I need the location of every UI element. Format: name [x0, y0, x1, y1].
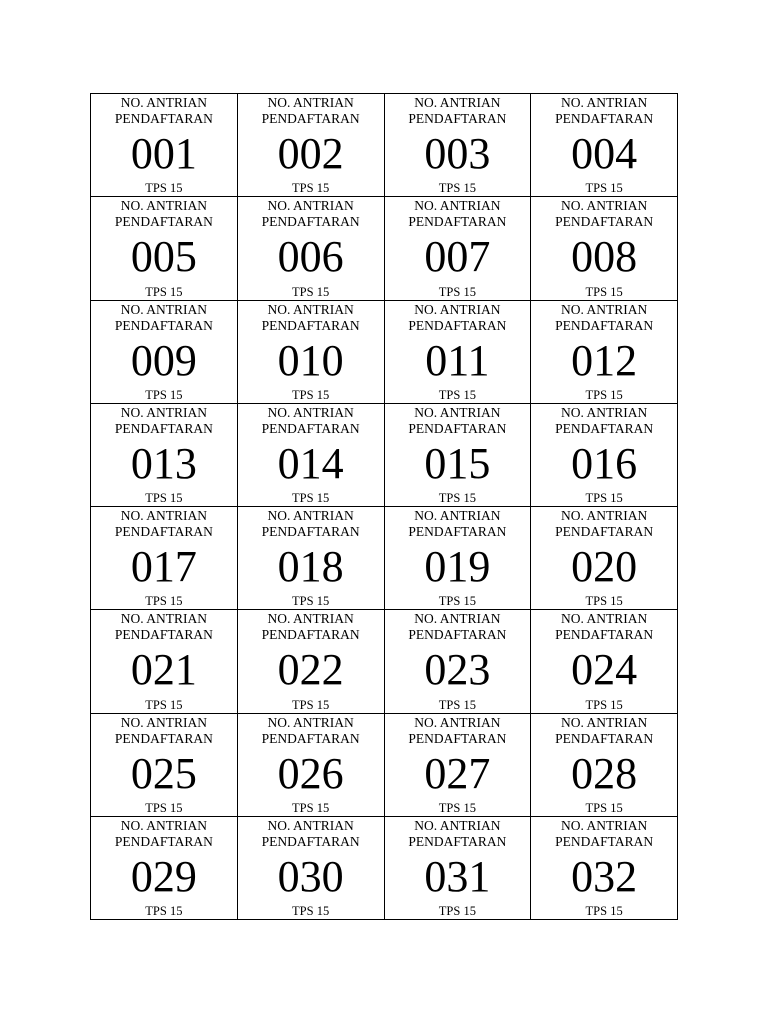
ticket-heading-line2: PENDAFTARAN: [261, 317, 360, 333]
ticket-heading-line2: PENDAFTARAN: [261, 214, 360, 230]
ticket-number: 001: [130, 129, 197, 178]
ticket-heading-line2: PENDAFTARAN: [555, 833, 654, 849]
queue-ticket: [91, 610, 238, 713]
queue-ticket: [531, 507, 678, 610]
queue-ticket: [531, 714, 678, 817]
ticket-footer: TPS 15: [438, 594, 476, 609]
ticket-heading-line1: NO. ANTRIAN: [414, 404, 501, 420]
queue-ticket: [531, 301, 678, 404]
ticket-heading-line2: PENDAFTARAN: [555, 730, 654, 746]
ticket-footer: TPS 15: [145, 284, 183, 299]
ticket-number: 018: [277, 542, 344, 591]
queue-ticket: [91, 197, 238, 300]
ticket-footer: TPS 15: [145, 387, 183, 402]
queue-ticket: [385, 301, 532, 404]
ticket-footer: TPS 15: [585, 800, 623, 815]
queue-ticket: [385, 817, 532, 920]
ticket-heading: [238, 95, 384, 127]
ticket-heading-line1: NO. ANTRIAN: [561, 508, 648, 523]
ticket-number: 024: [571, 645, 638, 695]
queue-ticket: [385, 94, 532, 197]
ticket-footer: TPS 15: [292, 800, 330, 815]
ticket-heading-line1: NO. ANTRIAN: [414, 611, 501, 627]
ticket-heading-line2: PENDAFTARAN: [114, 214, 213, 230]
ticket-grid: [90, 93, 678, 920]
ticket-heading: [385, 508, 531, 540]
ticket-heading-line1: NO. ANTRIAN: [120, 714, 207, 730]
ticket-number: 030: [277, 851, 344, 901]
ticket-heading-line1: NO. ANTRIAN: [414, 508, 501, 523]
ticket-heading: [238, 715, 384, 747]
queue-ticket: [238, 714, 385, 817]
ticket-heading: [91, 95, 237, 127]
ticket-heading: [385, 405, 531, 437]
ticket-heading: [531, 508, 677, 540]
ticket-number: 031: [424, 851, 491, 901]
ticket-footer: TPS 15: [585, 904, 623, 918]
ticket-heading-line1: NO. ANTRIAN: [561, 301, 648, 317]
ticket-number: 029: [130, 851, 197, 901]
ticket-number: 003: [424, 129, 491, 178]
ticket-heading-line1: NO. ANTRIAN: [120, 817, 207, 833]
ticket-number: 008: [571, 232, 638, 282]
ticket-heading-line2: PENDAFTARAN: [261, 833, 360, 849]
ticket-heading: [238, 508, 384, 540]
ticket-heading-line2: PENDAFTARAN: [114, 833, 213, 849]
ticket-number: 027: [424, 748, 491, 798]
ticket-number: 014: [277, 438, 344, 488]
ticket-heading-line1: NO. ANTRIAN: [267, 714, 354, 730]
ticket-heading: [238, 611, 384, 643]
ticket-heading-line2: PENDAFTARAN: [261, 730, 360, 746]
ticket-heading: [238, 302, 384, 334]
ticket-heading-line1: NO. ANTRIAN: [414, 817, 501, 833]
ticket-number: 013: [130, 438, 197, 488]
ticket-heading-line2: PENDAFTARAN: [555, 317, 654, 333]
ticket-heading: [531, 405, 677, 437]
ticket-number: 023: [424, 645, 491, 695]
queue-ticket: [91, 817, 238, 920]
ticket-heading-line1: NO. ANTRIAN: [561, 714, 648, 730]
ticket-number: 002: [277, 129, 344, 178]
ticket-number: 010: [277, 335, 344, 385]
ticket-heading-line1: NO. ANTRIAN: [267, 301, 354, 317]
ticket-number: 022: [277, 645, 344, 695]
ticket-number: 025: [130, 748, 197, 798]
ticket-footer: TPS 15: [438, 800, 476, 815]
ticket-heading: [91, 611, 237, 643]
ticket-footer: TPS 15: [585, 387, 623, 402]
ticket-heading-line2: PENDAFTARAN: [555, 627, 654, 643]
ticket-heading: [91, 715, 237, 747]
ticket-heading: [385, 95, 531, 127]
ticket-heading-line2: PENDAFTARAN: [261, 420, 360, 436]
ticket-number: 007: [424, 232, 491, 282]
ticket-heading: [531, 715, 677, 747]
queue-ticket: [91, 714, 238, 817]
ticket-heading-line1: NO. ANTRIAN: [561, 611, 648, 627]
queue-ticket: [238, 94, 385, 197]
queue-ticket: [91, 94, 238, 197]
ticket-heading-line2: PENDAFTARAN: [114, 627, 213, 643]
ticket-heading: [531, 818, 677, 850]
ticket-heading-line2: PENDAFTARAN: [261, 524, 360, 539]
ticket-heading-line2: PENDAFTARAN: [114, 317, 213, 333]
ticket-footer: TPS 15: [145, 181, 183, 196]
queue-ticket: [385, 714, 532, 817]
ticket-heading: [531, 302, 677, 334]
ticket-number: 011: [425, 335, 490, 385]
queue-ticket: [91, 507, 238, 610]
ticket-footer: TPS 15: [292, 491, 330, 505]
ticket-footer: TPS 15: [438, 904, 476, 918]
queue-ticket: [238, 817, 385, 920]
ticket-heading-line2: PENDAFTARAN: [408, 730, 507, 746]
ticket-heading-line1: NO. ANTRIAN: [561, 817, 648, 833]
ticket-heading: [91, 818, 237, 850]
ticket-heading-line2: PENDAFTARAN: [114, 730, 213, 746]
ticket-heading-line1: NO. ANTRIAN: [414, 714, 501, 730]
ticket-heading-line1: NO. ANTRIAN: [561, 404, 648, 420]
ticket-heading-line2: PENDAFTARAN: [114, 111, 213, 126]
ticket-footer: TPS 15: [438, 491, 476, 505]
ticket-heading-line2: PENDAFTARAN: [408, 420, 507, 436]
ticket-heading-line2: PENDAFTARAN: [408, 627, 507, 643]
ticket-heading: [531, 95, 677, 127]
ticket-footer: TPS 15: [145, 594, 183, 609]
ticket-number: 028: [571, 748, 638, 798]
ticket-heading: [238, 198, 384, 230]
ticket-heading-line1: NO. ANTRIAN: [267, 198, 354, 214]
ticket-heading-line1: NO. ANTRIAN: [267, 95, 354, 110]
ticket-heading: [385, 818, 531, 850]
ticket-footer: TPS 15: [438, 697, 476, 712]
ticket-footer: TPS 15: [292, 387, 330, 402]
ticket-footer: TPS 15: [438, 181, 476, 196]
queue-ticket: [531, 94, 678, 197]
ticket-heading-line1: NO. ANTRIAN: [267, 611, 354, 627]
ticket-footer: TPS 15: [292, 594, 330, 609]
ticket-number: 026: [277, 748, 344, 798]
ticket-heading: [385, 611, 531, 643]
queue-ticket: [238, 507, 385, 610]
ticket-heading-line1: NO. ANTRIAN: [267, 508, 354, 523]
queue-ticket: [238, 301, 385, 404]
ticket-footer: TPS 15: [292, 904, 330, 918]
ticket-footer: TPS 15: [585, 594, 623, 609]
ticket-footer: TPS 15: [145, 800, 183, 815]
ticket-number: 006: [277, 232, 344, 282]
ticket-heading: [91, 405, 237, 437]
ticket-number: 005: [130, 232, 197, 282]
queue-ticket: [385, 610, 532, 713]
ticket-number: 032: [571, 851, 638, 901]
ticket-heading: [91, 198, 237, 230]
ticket-heading-line2: PENDAFTARAN: [408, 833, 507, 849]
queue-ticket: [385, 507, 532, 610]
ticket-heading-line1: NO. ANTRIAN: [120, 404, 207, 420]
ticket-heading: [91, 508, 237, 540]
ticket-heading-line2: PENDAFTARAN: [408, 317, 507, 333]
ticket-heading-line2: PENDAFTARAN: [555, 214, 654, 230]
ticket-heading: [385, 715, 531, 747]
ticket-heading: [385, 302, 531, 334]
ticket-number: 004: [571, 129, 638, 178]
ticket-footer: TPS 15: [145, 491, 183, 505]
ticket-number: 016: [571, 438, 638, 488]
ticket-number: 020: [571, 542, 638, 591]
queue-ticket: [91, 404, 238, 507]
ticket-number: 019: [424, 542, 491, 591]
ticket-heading-line1: NO. ANTRIAN: [267, 817, 354, 833]
queue-ticket: [531, 610, 678, 713]
ticket-heading-line2: PENDAFTARAN: [261, 111, 360, 126]
ticket-heading: [238, 818, 384, 850]
ticket-heading: [531, 198, 677, 230]
ticket-heading-line1: NO. ANTRIAN: [414, 301, 501, 317]
ticket-heading-line2: PENDAFTARAN: [555, 111, 654, 126]
queue-ticket: [531, 197, 678, 300]
ticket-number: 015: [424, 438, 491, 488]
queue-ticket: [238, 610, 385, 713]
ticket-heading-line1: NO. ANTRIAN: [561, 198, 648, 214]
ticket-number: 012: [571, 335, 638, 385]
ticket-heading-line2: PENDAFTARAN: [114, 524, 213, 539]
queue-ticket: [531, 404, 678, 507]
ticket-footer: TPS 15: [585, 181, 623, 196]
queue-ticket: [238, 197, 385, 300]
queue-ticket: [385, 404, 532, 507]
ticket-footer: TPS 15: [145, 697, 183, 712]
queue-ticket: [531, 817, 678, 920]
ticket-heading-line1: NO. ANTRIAN: [120, 508, 207, 523]
ticket-heading-line1: NO. ANTRIAN: [120, 198, 207, 214]
ticket-footer: TPS 15: [292, 697, 330, 712]
ticket-footer: TPS 15: [438, 284, 476, 299]
ticket-heading: [385, 198, 531, 230]
ticket-footer: TPS 15: [292, 284, 330, 299]
ticket-heading-line1: NO. ANTRIAN: [120, 611, 207, 627]
ticket-heading-line2: PENDAFTARAN: [408, 111, 507, 126]
ticket-heading-line2: PENDAFTARAN: [114, 420, 213, 436]
ticket-heading-line2: PENDAFTARAN: [261, 627, 360, 643]
queue-ticket: [91, 301, 238, 404]
ticket-number: 017: [130, 542, 197, 591]
ticket-heading: [238, 405, 384, 437]
queue-ticket: [385, 197, 532, 300]
ticket-number: 009: [130, 335, 197, 385]
ticket-heading-line1: NO. ANTRIAN: [120, 301, 207, 317]
ticket-heading-line2: PENDAFTARAN: [555, 524, 654, 539]
ticket-heading: [531, 611, 677, 643]
ticket-footer: TPS 15: [585, 284, 623, 299]
queue-ticket: [238, 404, 385, 507]
ticket-footer: TPS 15: [438, 387, 476, 402]
ticket-footer: TPS 15: [292, 181, 330, 196]
ticket-heading-line2: PENDAFTARAN: [408, 524, 507, 539]
ticket-heading: [91, 302, 237, 334]
ticket-heading-line1: NO. ANTRIAN: [414, 95, 501, 110]
ticket-heading-line2: PENDAFTARAN: [408, 214, 507, 230]
ticket-heading-line2: PENDAFTARAN: [555, 420, 654, 436]
ticket-footer: TPS 15: [585, 491, 623, 505]
ticket-heading-line1: NO. ANTRIAN: [120, 95, 207, 110]
ticket-footer: TPS 15: [585, 697, 623, 712]
ticket-footer: TPS 15: [145, 904, 183, 918]
ticket-heading-line1: NO. ANTRIAN: [561, 95, 648, 110]
ticket-heading-line1: NO. ANTRIAN: [267, 404, 354, 420]
ticket-heading-line1: NO. ANTRIAN: [414, 198, 501, 214]
ticket-number: 021: [130, 645, 197, 695]
